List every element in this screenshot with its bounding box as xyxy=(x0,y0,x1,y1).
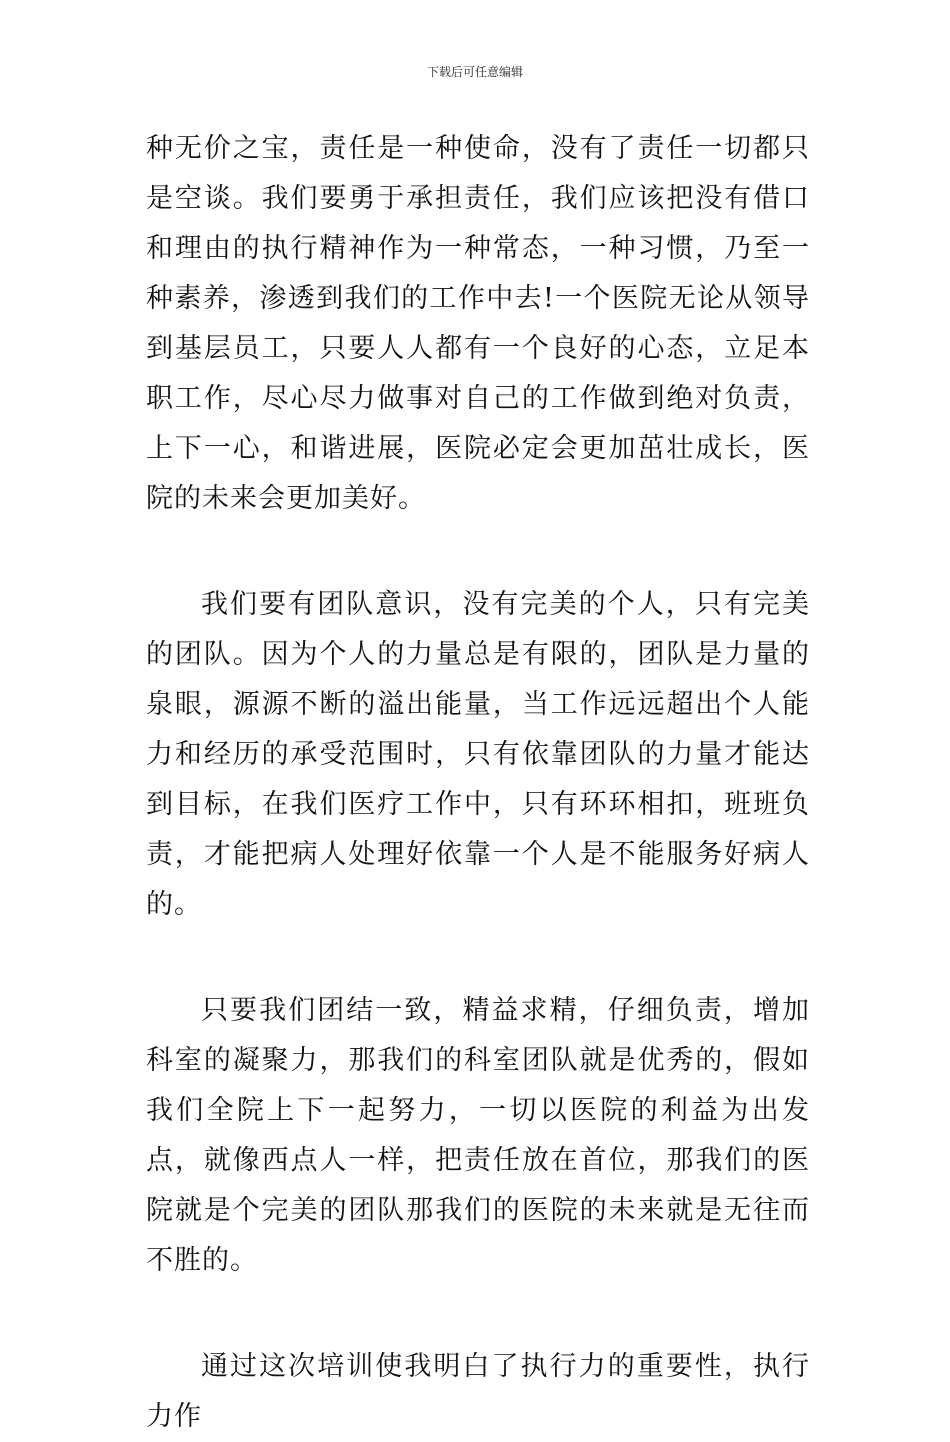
page-header: 下载后可任意编辑 xyxy=(426,65,523,79)
document-body xyxy=(146,124,810,1442)
paragraph-3: 只要我们团结一致，精益求精，仔细负责，增加科室的凝聚力，那我们的科室团队就是优秀的，假如我们全院上下一起努力，一切以医院的利益为出发点，就像西点人一样，把责任放在首位，那我们的医院就是个完美的团队那我们的医院的未来就是无往而不胜的。 xyxy=(146,995,810,1276)
paragraph-2: 我们要有团队意识，没有完美的个人，只有完美的团队。因为个人的力量总是有限的，团队是力量的泉眼，源源不断的溢出能量，当工作远远超出个人能力和经历的承受范围时，只有依靠团队的力量才能达到目标，在我们医疗工作中，只有环环相扣，班班负责，才能把病人处理好依靠一个人是不能服务好病人的。 xyxy=(146,589,810,920)
paragraph-1: 种无价之宝，责任是一种使命，没有了责任一切都只是空谈。我们要勇于承担责任，我们应该把没有借口和理由的执行精神作为一种常态，一种习惯，乃至一种素养，渗透到我们的工作中去!一个医院无论从领导到基层员工，只要人人都有一个良好的心态，立足本职工作，尽心尽力做事对自己的工作做到绝对负责，上下一心，和谐进展，医院必定会更加茁壮成长，医院的未来会更加美好。 xyxy=(146,133,810,514)
paragraph-4: 通过这次培训使我明白了执行力的重要性，执行力作 xyxy=(146,1351,810,1432)
